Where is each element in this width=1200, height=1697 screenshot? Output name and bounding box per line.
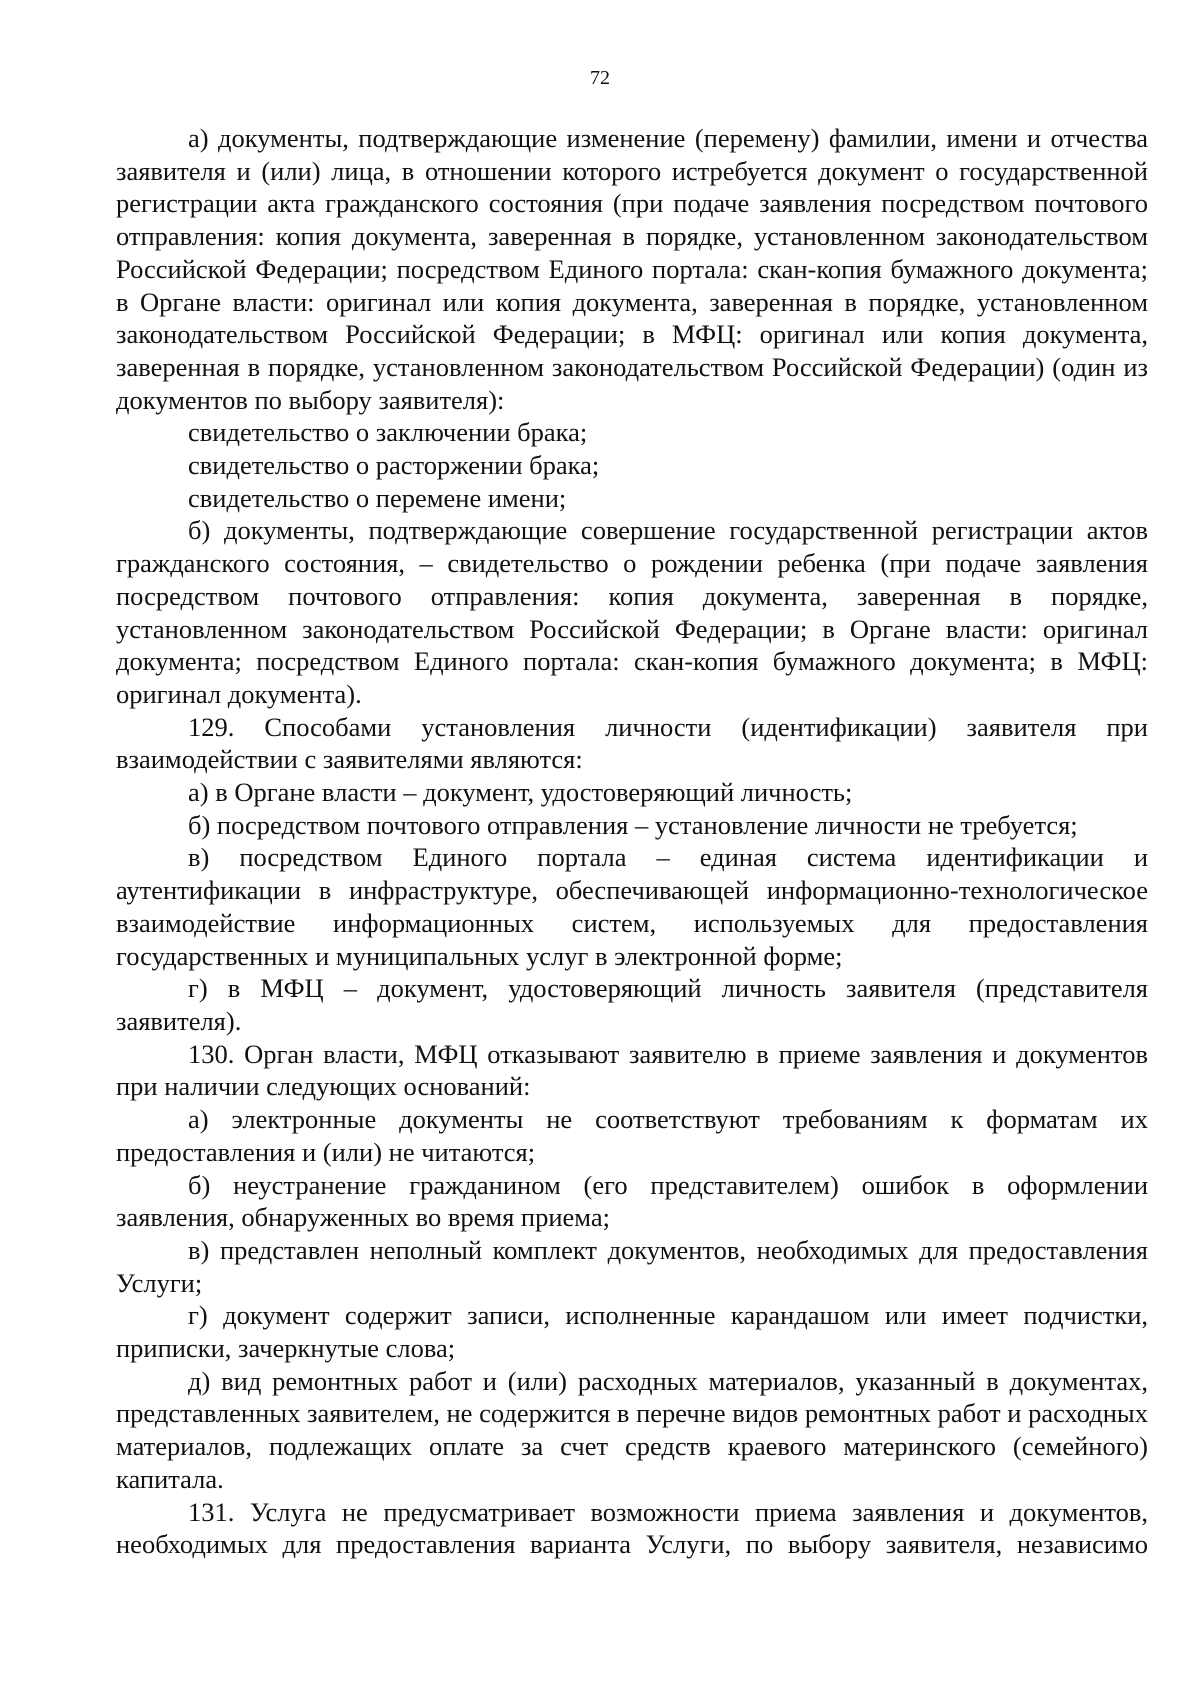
paragraph-section-131: 131. Услуга не предусматривает возможности приема заявления и документов, необходимых для предоставления варианта Услуги, по выбору заявителя, независимо [116, 1496, 1148, 1560]
paragraph-129-v: в) посредством Единого портала – единая система идентификации и аутентификации в инфраструктуре, обеспечивающей информационно-технологическое взаимодействие информационных систем, используемых для предоставления государственных и муниципальных услуг в электронной форме; [116, 842, 1148, 971]
paragraph-129-a: а) в Органе власти – документ, удостоверяющий личность; [188, 777, 853, 808]
paragraph-marriage-certificate: свидетельство о заключении брака; [188, 417, 588, 448]
paragraph-129-g: г) в МФЦ – документ, удостоверяющий личность заявителя (представителя заявителя). [116, 973, 1148, 1036]
document-body [116, 122, 1148, 1561]
paragraph-130-g: г) документ содержит записи, исполненные карандашом или имеет подчистки, приписки, зачеркнутые слова; [116, 1300, 1148, 1364]
paragraph-divorce-certificate: свидетельство о расторжении брака; [188, 450, 600, 481]
paragraph-130-d: д) вид ремонтных работ и (или) расходных материалов, указанный в документах, представленных заявителем, не содержится в перечне видов ремонтных работ и расходных материалов, подлежащих оплате за счет средств краевого материнского (семейного) капитала. [116, 1365, 1148, 1494]
paragraph-129-b: б) посредством почтового отправления – установление личности не требуется; [188, 809, 1078, 840]
paragraph-130-b: б) неустранение гражданином (его представителем) ошибок в оформлении заявления, обнаруженных во время приема; [116, 1169, 1148, 1233]
paragraph-130-a: а) электронные документы не соответствуют требованиям к форматам их предоставления и (или) не читаются; [116, 1104, 1148, 1167]
paragraph-item-b-birth-certificate: б) документы, подтверждающие совершение государственной регистрации актов гражданского состояния, – свидетельство о рождении ребенка (при подаче заявления посредством почтового отправления: копия документа, заверенная в порядке, установленном законодательством Российской Федерации; в Органе власти: оригинал документа; посредством Единого портала: скан-копия бумажного документа; в МФЦ: оригинал документа). [116, 515, 1148, 709]
paragraph-section-129: 129. Способами установления личности (идентификации) заявителя при взаимодействии с заявителями являются: [116, 711, 1148, 775]
paragraph-item-a-name-change-documents: а) документы, подтверждающие изменение (перемену) фамилии, имени и отчества заявителя и (или) лица, в отношении которого истребуется документ о государственной регистрации акта гражданского состояния (при подаче заявления посредством почтового отправления: копия документа, заверенная в порядке, установленном законодательством Российской Федерации; посредством Единого портала: скан-копия бумажного документа; в Органе власти: оригинал или копия документа, заверенная в порядке, установленном законодательством Российской Федерации; в МФЦ: оригинал или копия документа, заверенная в порядке, установленном законодательством Российской Федерации) (один из документов по выбору заявителя): [116, 123, 1148, 415]
paragraph-130-v: в) представлен неполный комплект документов, необходимых для предоставления Услуги; [116, 1234, 1148, 1298]
page-number: 72 [590, 67, 610, 89]
paragraph-section-130: 130. Орган власти, МФЦ отказывают заявителю в приеме заявления и документов при наличии следующих оснований: [116, 1038, 1148, 1102]
paragraph-name-change-certificate: свидетельство о перемене имени; [188, 482, 567, 513]
